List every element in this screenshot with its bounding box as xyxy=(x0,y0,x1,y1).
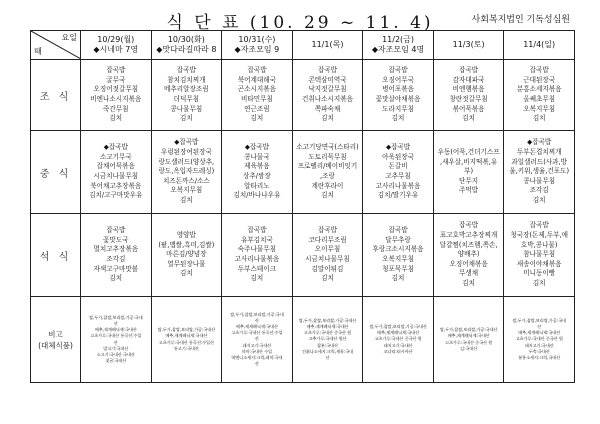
menu-item: 고사리나물볶음 xyxy=(234,255,280,263)
day-header xyxy=(363,31,434,60)
origin-line: 고츠가루:국내산 통곡선:수입 xyxy=(231,330,283,336)
menu-item: 비엔나소시지볶음 xyxy=(90,95,142,103)
menu-item: 김치 xyxy=(321,274,334,283)
origin-line: 젖굴:국내산 xyxy=(105,358,127,364)
menu-item: 김치/딸기우유 xyxy=(377,191,419,200)
origin-line: 고츠가루:국내산 중국산 원 xyxy=(374,336,422,342)
menu-item: 부) xyxy=(464,167,474,176)
origin-line: 고츠가루:국내산 통곡선:수입 xyxy=(90,333,142,339)
menu-item: 프로펠리/베이비잇기 xyxy=(297,162,358,171)
menu-item: 조각김 xyxy=(529,186,549,195)
menu-item: 잡곡밥 xyxy=(529,221,549,230)
menu-item: ◆잡곡밥 xyxy=(244,143,269,152)
day-date: 11/4(일) xyxy=(523,40,556,49)
menu-item: 잡곡밥 xyxy=(247,66,267,75)
menu-cell xyxy=(151,131,222,214)
menu-cell xyxy=(292,214,363,297)
organization-name: 사회복지법인 기독성심원 xyxy=(471,15,570,25)
notes-label xyxy=(31,297,81,383)
menu-item: 제육볶음 xyxy=(244,162,270,171)
menu-cell xyxy=(151,214,222,297)
origin-line: 메추,제계레닉제:국내산 xyxy=(94,327,137,333)
origin-line: 돼지고기:국내산 xyxy=(242,342,272,348)
menu-cell xyxy=(433,131,504,214)
day-event: ◆자조모임 4명 xyxy=(371,45,425,54)
menu-item: ◆잡곡밥 xyxy=(103,143,128,152)
origin-line: 분홍소세지:크릭,국내산 xyxy=(518,354,561,360)
menu-item: 자색고구마맛볼 xyxy=(93,264,139,273)
origin-line: 산 xyxy=(325,354,330,360)
menu-item: 병어포볶음 xyxy=(382,85,414,94)
menu-item: 시금치나물무침 xyxy=(93,172,139,180)
menu-item: ,새우살,비지떡볶,유 xyxy=(439,157,498,166)
menu-item: 두부스테이크 xyxy=(237,264,277,273)
menu-item: 김치 xyxy=(109,114,123,123)
origin-line: 돼지고기:국내산 xyxy=(383,342,413,348)
menu-item: 건취나소시지볶음 xyxy=(301,95,353,103)
menu-item: 잡곡밥 xyxy=(317,66,338,75)
menu-item: (팥,맵쌀,흑미,김쌀) xyxy=(158,240,215,249)
menu-item: 더덕무침 xyxy=(173,95,200,103)
menu-cell xyxy=(433,60,504,131)
notes-label-sub: (대체식품) xyxy=(38,340,73,350)
menu-item: 김치 xyxy=(179,195,193,204)
origin-line: 메추,제계레닉제:국내산 xyxy=(235,324,278,330)
menu-item: 소고기무국 xyxy=(99,152,132,161)
menu-item: 시금치나물무침 xyxy=(305,255,350,263)
menu-item: 북어계대해국 xyxy=(237,75,277,84)
menu-item: 김말이튀김 xyxy=(311,264,344,273)
menu-item: 볶어묵볶음 xyxy=(452,104,485,113)
menu-item: 쪽파숙채 xyxy=(314,104,341,113)
menu-item: 치즈돈까스/소스 xyxy=(162,176,210,185)
menu-cell xyxy=(81,60,152,131)
menu-item: 계란후라이 xyxy=(311,181,344,190)
origin-note-cell xyxy=(81,297,152,383)
origin-line: 메추,제계레닉제:국내산 xyxy=(377,330,420,336)
origin-line: 마마:국내산 수입 xyxy=(241,348,272,354)
menu-item: 김치 xyxy=(109,274,123,283)
menu-item: 김치 xyxy=(250,274,264,283)
origin-line: 발고기:국내산 xyxy=(103,345,129,351)
menu-item: 오복지무침 xyxy=(523,104,556,113)
menu-item: 청국장(돈제,두부,애 xyxy=(510,231,569,240)
menu-cell xyxy=(292,60,363,131)
day-date: 10/30(화) xyxy=(167,35,205,44)
menu-item: 콘텍삼미역국 xyxy=(308,75,347,84)
menu-item: 콩나물무침 xyxy=(170,104,203,113)
menu-item: 비엔햄볶음 xyxy=(452,85,485,94)
menu-item: 양배추) xyxy=(457,250,480,259)
menu-item: 낙지젓갈무침 xyxy=(308,85,347,94)
menu-item: 오복지무침 xyxy=(170,186,203,195)
lunch-label: 중 식 xyxy=(31,131,81,214)
weekly-menu-table xyxy=(30,30,575,383)
day-header xyxy=(292,31,363,60)
menu-item: 참나물무침 xyxy=(523,250,556,259)
menu-item: 죽간무침 xyxy=(103,104,129,113)
breakfast-label: 조 식 xyxy=(31,60,81,131)
day-date: 10/29(월) xyxy=(97,35,135,44)
menu-item: 잡곡밥 xyxy=(388,226,408,235)
menu-item: 김치 xyxy=(391,274,405,283)
origin-line: 쌀,두가,잡쌀,보리쌀,가공:국내산 xyxy=(157,327,216,333)
menu-cell xyxy=(504,214,575,297)
origin-line: 메추,제계레닉제:국내산 xyxy=(447,333,490,339)
menu-item: 상추/쌈장 xyxy=(243,172,271,180)
menu-item: 새송이야채볶음 xyxy=(516,259,562,268)
breakfast-row xyxy=(31,60,575,131)
menu-item: 김치 xyxy=(532,195,546,204)
menu-item: 숙주나물무침 xyxy=(237,245,277,254)
menu-item: 김치 xyxy=(321,114,334,123)
origin-line: 메추,제계레닉제:국내산 xyxy=(165,333,208,339)
menu-item: 우렁된장여된장국 xyxy=(160,148,212,157)
day-header xyxy=(222,31,293,60)
menu-cell xyxy=(151,60,222,131)
menu-cell xyxy=(504,60,575,131)
menu-item: 김치 xyxy=(250,114,264,123)
menu-item: 김치/바나나우유 xyxy=(233,191,281,200)
menu-item: 김치 xyxy=(321,191,334,200)
day-date: 11/1(목) xyxy=(311,40,344,49)
menu-item: 잡곡밥 xyxy=(106,226,126,235)
origin-line: 잡분:국내산 xyxy=(316,342,338,348)
menu-item: 잡곡밥 xyxy=(247,226,267,235)
menu-title: 식 단 표 (10. 29 ~ 11. 4) xyxy=(166,13,434,33)
menu-item: 영양밥 xyxy=(176,231,196,240)
origin-line: 쌀,두가,잡쌀,보리쌀,가공:국내 xyxy=(88,314,143,320)
menu-item: 김치 xyxy=(179,114,193,123)
menu-item: 오징어채볶음 xyxy=(449,259,488,268)
menu-item: 고추무침 xyxy=(385,172,411,180)
menu-item: 참치김치찌개 xyxy=(167,75,206,84)
menu-item: 청포묵무침 xyxy=(382,264,414,273)
menu-item: 후랑크소시지볶음 xyxy=(372,245,424,254)
menu-item: ◆잡곡밥 xyxy=(385,143,411,152)
origin-line: 역벤니소세지:크릭,돼치:국내 xyxy=(231,354,283,360)
menu-item: 랑도샐러드(양상추, xyxy=(158,157,215,166)
menu-item: 호박,콩나물) xyxy=(520,240,558,249)
menu-item: 고사리나물볶음 xyxy=(375,181,421,190)
origin-line: 고추가루:국내산 원산 xyxy=(308,336,347,342)
menu-item: 멸치고추장볶음 xyxy=(93,245,139,254)
menu-item: 잡곡밥 xyxy=(106,66,126,75)
origin-line: 건취나소세지:크릭,셰육:국내 xyxy=(301,348,354,354)
day-header xyxy=(504,31,575,60)
origin-line: 산 xyxy=(254,317,259,323)
menu-item: 김치 xyxy=(391,114,405,123)
menu-item: 마른김/양념장 xyxy=(166,250,207,259)
menu-item: 김치 xyxy=(462,114,475,123)
menu-item: 아욱된장국 xyxy=(382,152,414,161)
origin-line: 쌀,두가,잡쌀,보리쌀,가공:국내 xyxy=(230,311,284,317)
menu-item: 잡곡밥 xyxy=(176,66,196,75)
origin-line: 쌀,두가,잡쌀,보리쌀,가공:국내 xyxy=(512,317,566,323)
menu-item: ◆잡곡밥 xyxy=(527,138,552,147)
menu-item: 메추리알장조림 xyxy=(164,85,209,94)
menu-item: ◆잡곡밥 xyxy=(174,138,199,147)
day-header xyxy=(433,31,504,60)
day-event: ◆자조모임 9 xyxy=(234,45,280,54)
menu-item: 근대된장국 xyxy=(523,75,556,84)
menu-item: 랑도,옥입자드레싱) xyxy=(158,167,215,176)
day-date: 11/3(토) xyxy=(452,40,485,49)
menu-item: 달무추랑 xyxy=(385,235,411,244)
menu-item: 창란젓갈무침 xyxy=(449,95,488,103)
menu-item: 분홍소세지볶음 xyxy=(516,85,562,94)
origin-line: 쌀,두가,잡쌀,보리쌀,가공:국내산 xyxy=(439,327,498,333)
menu-item: 잡곡밥 xyxy=(388,66,408,75)
menu-item: 곤소시지볶음 xyxy=(237,85,277,94)
menu-item: 도라지무침 xyxy=(382,104,414,113)
menu-item: 열무된장나물 xyxy=(167,259,206,268)
menu-item: 유부김치국 xyxy=(240,235,273,244)
menu-item: 조각김 xyxy=(106,255,126,263)
menu-cell xyxy=(363,60,434,131)
dinner-label: 석 식 xyxy=(31,214,81,297)
menu-item: 두부돈겹치찌개 xyxy=(516,148,562,157)
menu-item: 오징어무국 xyxy=(382,75,414,84)
origin-line: 고츠가루:국내산 중국산 원 xyxy=(515,336,563,342)
menu-item: 미니동이빵 xyxy=(523,269,556,278)
menu-item: 잡채어묵볶음 xyxy=(96,162,135,171)
day-date: 10/31(수) xyxy=(238,35,276,44)
origin-note-cell xyxy=(222,297,293,383)
menu-cell xyxy=(81,131,152,214)
origin-line: 산 xyxy=(537,324,542,330)
origin-line: 두축:국내산 xyxy=(528,348,550,354)
menu-cell xyxy=(363,214,434,297)
origin-line: 고츠가루:국내산 중국산 원 xyxy=(303,330,352,336)
corner-meal-label: 때 xyxy=(34,47,42,56)
menu-item: 주먹밥 xyxy=(459,186,479,195)
corner-day-label: 요일 xyxy=(61,33,77,42)
menu-item: 잡곡밥 xyxy=(459,221,479,230)
origin-line: 산 xyxy=(254,361,259,367)
menu-item: 비타민무침 xyxy=(240,95,273,103)
menu-cell xyxy=(363,131,434,214)
menu-item: 김치 xyxy=(462,278,475,287)
origin-line: 산 xyxy=(113,339,118,345)
menu-item: 김치 xyxy=(532,278,546,287)
menu-item: 달걀찜(치즈햄,쪽손, xyxy=(439,240,498,249)
origin-note-cell xyxy=(151,297,222,383)
dinner-row xyxy=(31,214,575,297)
origin-line: 산 xyxy=(113,320,118,326)
menu-item: 단무지 xyxy=(459,176,479,185)
menu-cell xyxy=(81,214,152,297)
menu-item: 잡곡밥 xyxy=(317,226,338,235)
menu-item: 코다리무조림 xyxy=(308,235,347,244)
lunch-row xyxy=(31,131,575,214)
menu-item: 과일샐러드(사과,방 xyxy=(511,157,567,166)
menu-item: ,조랑 xyxy=(320,172,335,180)
day-event: ◆맛다라길따라 8 xyxy=(156,45,217,54)
day-header xyxy=(151,31,222,60)
menu-cell xyxy=(504,131,575,214)
menu-item: 김치 xyxy=(532,114,546,123)
origin-line: 돼지고기:국내산 xyxy=(524,342,554,348)
origin-line: 메추,제계레닉제:국내산 xyxy=(306,324,349,330)
origin-line: 고츠가루:국내산 통곡선:수입산 xyxy=(158,339,214,345)
menu-item: 감자대파국 xyxy=(452,75,485,84)
menu-item: 김치 xyxy=(179,269,193,278)
menu-item: 올쎄초무침 xyxy=(523,95,556,103)
origin-note-cell xyxy=(504,297,575,383)
day-header xyxy=(81,31,152,60)
origin-line: 코다리:러시아산 xyxy=(383,348,413,354)
origin-line: 통고기:국내산 xyxy=(173,345,199,351)
menu-item: 꽃맛살야채볶음 xyxy=(375,95,421,103)
menu-item: 소고기당면국(스타리) xyxy=(296,143,359,152)
origin-line: 고츠가루:국내산 중국산 원 xyxy=(445,339,493,345)
origin-line: 김:국내산 xyxy=(460,345,478,351)
menu-item: 오징어젓갈무침 xyxy=(93,85,139,94)
notes-label-main: 비고 xyxy=(48,329,63,339)
menu-cell xyxy=(222,131,293,214)
menu-cell xyxy=(433,214,504,297)
menu-item: 콩나물국 xyxy=(244,152,270,161)
menu-item: 표고호박고추장찌개 xyxy=(439,231,498,240)
origin-note-cell xyxy=(292,297,363,383)
menu-item: 오복지무침 xyxy=(382,255,414,263)
corner-cell xyxy=(31,31,81,60)
origin-line: 쌀,두가,잡쌀,보리쌀,가공:국내산 xyxy=(369,324,427,330)
menu-item: 잡곡밥 xyxy=(529,66,549,75)
menu-item: 콩나물무침 xyxy=(523,176,556,185)
menu-item: 연근조림 xyxy=(244,104,270,113)
menu-cell xyxy=(222,214,293,297)
origin-note-cell xyxy=(363,297,434,383)
menu-item: 울,키위,생율,건포도) xyxy=(509,167,570,176)
menu-cell xyxy=(292,131,363,214)
menu-item: 우동(어묵,건더기스프 xyxy=(437,148,500,157)
menu-item: 무생채 xyxy=(459,269,479,278)
menu-item: 꽃맛도국 xyxy=(103,235,129,244)
menu-item: 돈갈비 xyxy=(388,162,408,171)
menu-item: 알타리노 xyxy=(244,181,270,190)
menu-item: 굴무국 xyxy=(106,75,126,84)
origin-line: 쌀,두가,잡쌀,보리쌀,가공:국내산 xyxy=(298,317,357,323)
origin-line: 메추,제계레닉제:국내산 xyxy=(518,330,561,336)
origin-note-cell xyxy=(433,297,504,383)
origin-line: 산 xyxy=(254,336,259,342)
menu-item: 오이무침 xyxy=(314,245,341,254)
origin-line: 소고기:국내산 국내산 xyxy=(96,351,135,357)
menu-item: 잡곡밥 xyxy=(459,66,479,75)
menu-cell xyxy=(222,60,293,131)
header-row xyxy=(31,31,575,60)
notes-row xyxy=(31,297,575,383)
day-date: 11/2(금) xyxy=(382,35,414,44)
menu-item: 북어채고추장볶음 xyxy=(90,181,142,190)
day-event: ◆시네마 7영 xyxy=(93,45,139,54)
menu-item: 도토리묵무침 xyxy=(308,152,347,161)
menu-item: 김치/고구마맛우유 xyxy=(89,191,143,200)
